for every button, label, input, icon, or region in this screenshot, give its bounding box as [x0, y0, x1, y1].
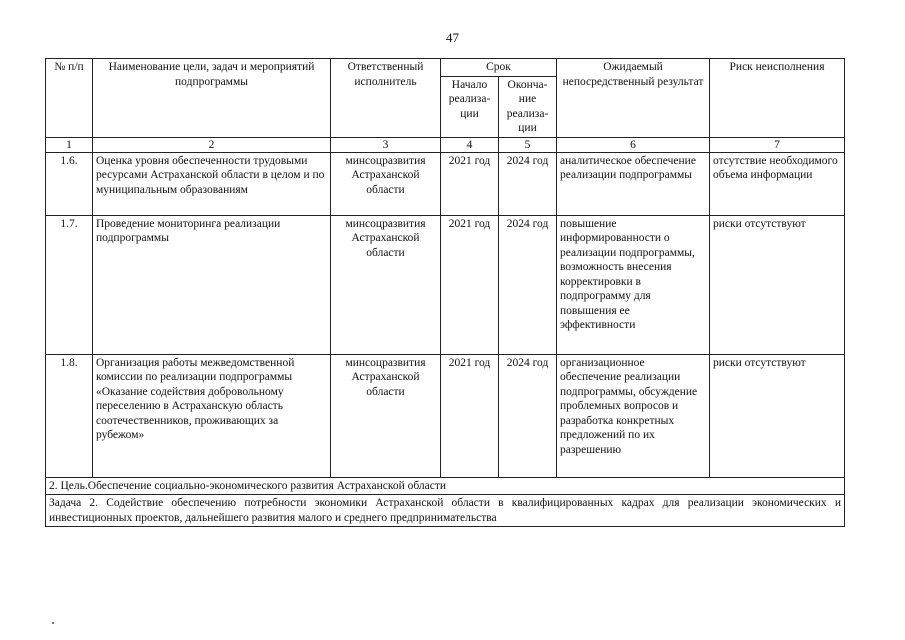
row-result: аналитическое обеспечение реализации подпрограммы [557, 152, 710, 215]
header-row [46, 59, 845, 77]
row-risk: риски отсутствуют [710, 215, 845, 354]
column-number: 2 [93, 137, 331, 152]
header-term: Срок [441, 59, 557, 77]
row-start: 2021 год [441, 215, 499, 354]
table-row [46, 152, 845, 215]
row-executor: минсоцразвития Астраханской области [331, 215, 441, 354]
header-num: № п/п [46, 59, 93, 138]
row-executor: минсоцразвития Астраханской области [331, 354, 441, 477]
page-number: 47 [446, 30, 459, 45]
row-result: организационное обеспечение реализации подпрограммы, обсуждение проблемных вопросов и разработка конкретных предложений по их разрешению [557, 354, 710, 477]
row-end: 2024 год [499, 215, 557, 354]
header-end: Оконча-ние реализа-ции [499, 76, 557, 137]
row-name: Оценка уровня обеспеченности трудовыми ресурсами Астраханской области в целом и по муниципальным образованиям [93, 152, 331, 215]
row-start: 2021 год [441, 354, 499, 477]
row-result: повышение информированности о реализации подпрограммы, возможность внесения корректировки в подпрограмму для повышения ее эффективности [557, 215, 710, 354]
header-start: Начало реализа-ции [441, 76, 499, 137]
row-risk: риски отсутствуют [710, 354, 845, 477]
column-number: 6 [557, 137, 710, 152]
row-name: Проведение мониторинга реализации подпрограммы [93, 215, 331, 354]
row-end: 2024 год [499, 354, 557, 477]
row-num: 1.7. [46, 215, 93, 354]
goal-text: 2. Цель.Обеспечение социально-экономического развития Астраханской области [46, 477, 845, 495]
column-number: 4 [441, 137, 499, 152]
column-number: 1 [46, 137, 93, 152]
row-start: 2021 год [441, 152, 499, 215]
subprogram-table [45, 58, 845, 527]
row-end: 2024 год [499, 152, 557, 215]
scan-speck [52, 622, 54, 624]
table-row [46, 215, 845, 354]
row-name: Организация работы межведомственной комиссии по реализации подпрограммы «Оказание содействия добровольному переселению в Астраханскую область соотечественников, проживающих за рубежом» [93, 354, 331, 477]
task-row [46, 495, 845, 527]
row-num: 1.6. [46, 152, 93, 215]
goal-row [46, 477, 845, 495]
column-number: 5 [499, 137, 557, 152]
column-number: 3 [331, 137, 441, 152]
header-risk: Риск неисполнения [710, 59, 845, 138]
row-num: 1.8. [46, 354, 93, 477]
row-risk: отсутствие необходимого объема информации [710, 152, 845, 215]
header-executor: Ответственный исполнитель [331, 59, 441, 138]
header-result: Ожидаемый непосредственный результат [557, 59, 710, 138]
task-text: Задача 2. Содействие обеспечению потребности экономики Астраханской области в квалифицированных кадрах для реализации экономических и инвестиционных проектов, дальнейшего развития малого и среднего предпринимательства [46, 495, 845, 527]
column-number: 7 [710, 137, 845, 152]
table-row [46, 354, 845, 477]
row-executor: минсоцразвития Астраханской области [331, 152, 441, 215]
header-name: Наименование цели, задач и мероприятий подпрограммы [93, 59, 331, 138]
column-number-row [46, 137, 845, 152]
